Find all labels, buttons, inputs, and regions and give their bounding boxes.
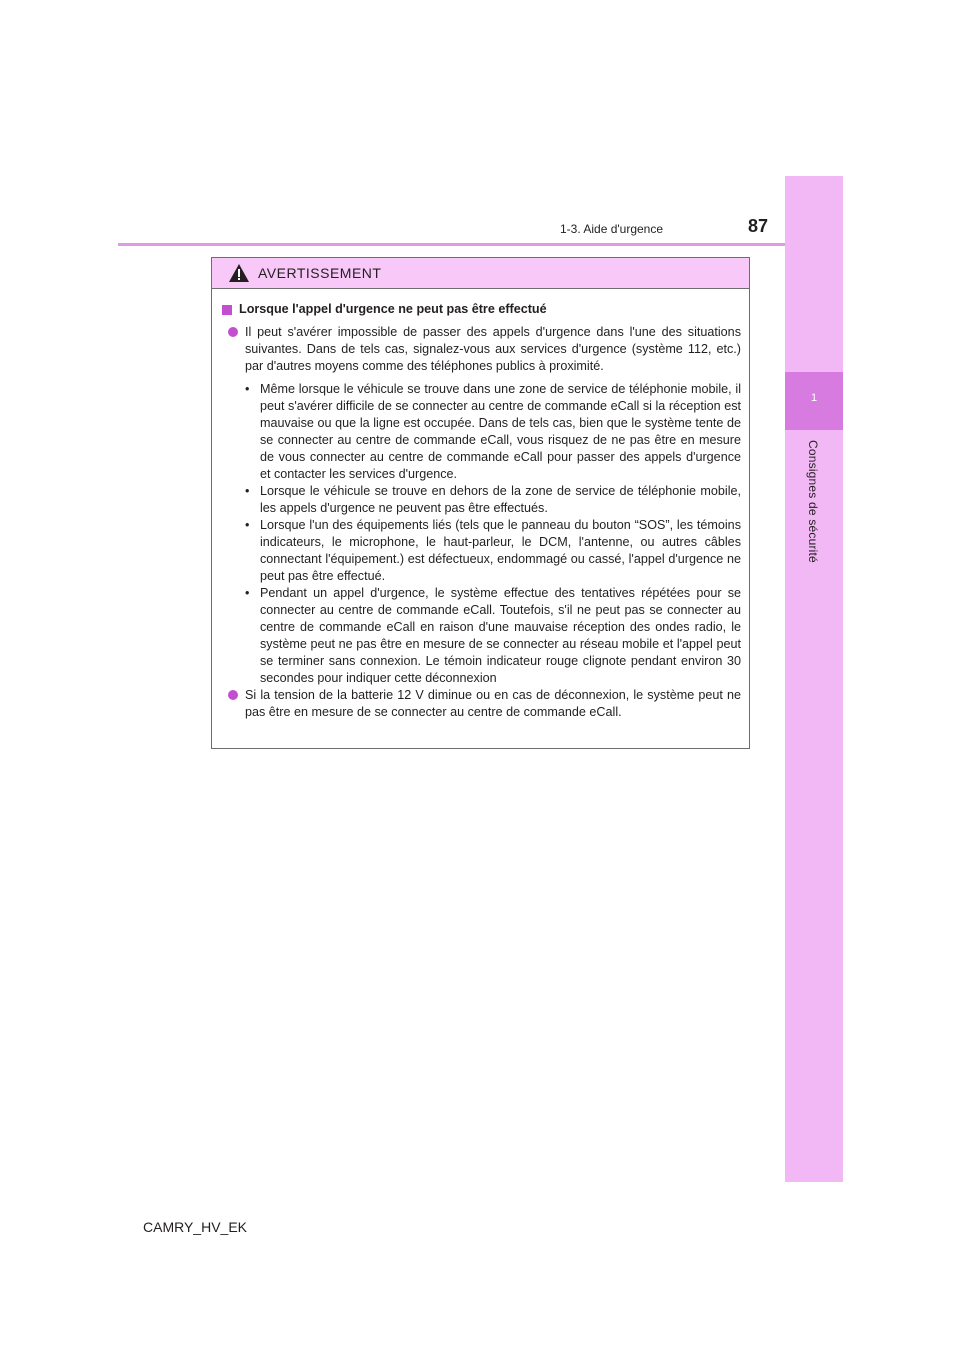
sub-list-item: • Lorsque le véhicule se trouve en dehors de la zone de service de téléphonie mobile, les appels d'urgence ne peuvent pas être effectués.: [245, 484, 741, 515]
header-rule: [118, 243, 785, 246]
sub-list-item: • Même lorsque le véhicule se trouve dans une zone de service de téléphonie mobile, il peut s'avérer difficile de se connecter au centre de commande eCall si la réception est mauvaise ou que la ligne est occupée. Dans de tels cas, bien que le système tente de se connecter au centre de commande eCall, vous risquez de ne pas être en mesure de vous connecter au centre de commande eCall pour passer des appels d'urgence et contacter les services d'urgence.: [245, 382, 741, 481]
chapter-number: 1: [810, 392, 818, 404]
section-title: 1-3. Aide d'urgence: [560, 222, 664, 236]
sub-list: [245, 381, 741, 687]
warning-header: [212, 258, 749, 289]
warning-box: [211, 257, 750, 749]
chapter-label: Consignes de sécurité: [806, 440, 820, 563]
round-bullet-icon: [228, 327, 238, 337]
page-number: 87: [748, 216, 769, 236]
round-bullet-icon: [228, 690, 238, 700]
square-bullet-icon: [222, 305, 232, 315]
warning-heading-text: Lorsque l'appel d'urgence ne peut pas être effectué: [239, 302, 547, 316]
warning-heading: [222, 301, 741, 318]
side-tab: [785, 176, 843, 1182]
bullet-text: Si la tension de la batterie 12 V diminue ou en cas de déconnexion, le système peut ne pas être en mesure de se connecter au centre de commande eCall.: [245, 688, 741, 719]
bullet-item: [222, 324, 741, 375]
bullet-text: Il peut s'avérer impossible de passer des appels d'urgence dans l'une des situations suivantes. Dans de tels cas, signalez-vous aux services d'urgence (système 112, etc.) par d'autres moyens comme des téléphones publics à proximité.: [245, 325, 741, 373]
sub-list-item: • Pendant un appel d'urgence, le système effectue des tentatives répétées pour se connecter au centre de commande eCall. Toutefois, s'il ne peut pas se connecter au centre de commande eCall en raison d'une mauvaise réception des ondes radio, le système peut ne pas être en mesure de se connecter au réseau mobile et l'appel peut se terminer sans connexion. Le témoin indicateur rouge clignote pendant environ 30 secondes pour indiquer cette déconnexion: [245, 586, 741, 685]
sub-list-item: • Lorsque l'un des équipements liés (tels que le panneau du bouton “SOS”, les témoins indicateurs, le microphone, le haut-parleur, le DCM, l'antenne, ou autres câbles connectant l'équipement.) est défectueux, endommagé ou cassé, l'appel d'urgence ne peut pas être effectué.: [245, 518, 741, 583]
warning-title: AVERTISSEMENT: [258, 265, 382, 281]
document-code: CAMRY_HV_EK: [143, 1219, 248, 1235]
warning-body: [212, 289, 749, 721]
bullet-item: [222, 687, 741, 721]
warning-triangle-icon: [228, 263, 250, 283]
